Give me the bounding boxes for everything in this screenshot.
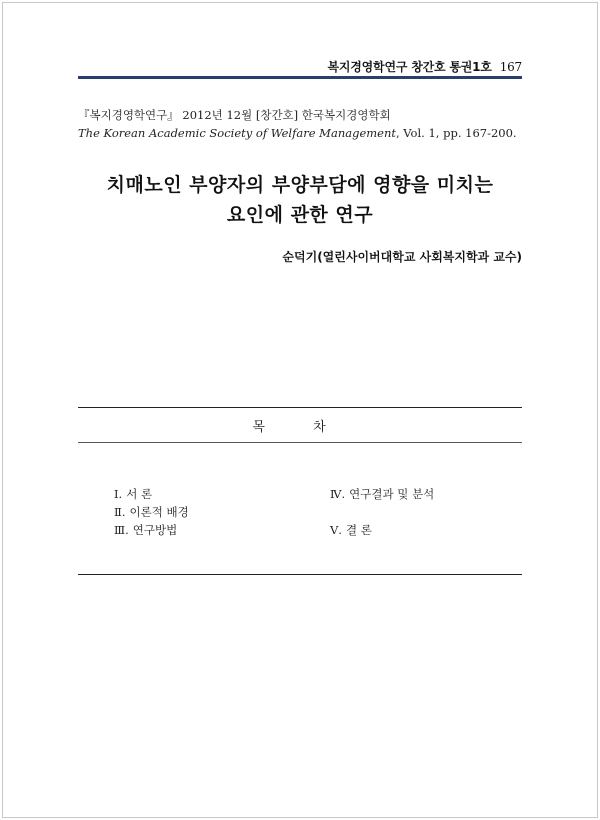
- toc-top-rule: [78, 407, 522, 408]
- toc-item-4: [330, 486, 434, 502]
- citation-korean: 『복지경영학연구』 2012년 12월 [창간호] 한국복지경영학회: [78, 108, 391, 122]
- toc-item-label: 연구결과 및 분석: [349, 487, 435, 501]
- journal-english-name: The Korean Academic Society of Welfare Management: [78, 126, 396, 140]
- toc-heading: 목 차: [252, 420, 348, 435]
- running-header: [78, 58, 522, 75]
- title-line-1: 치매노인 부양자의 부양부담에 영향을 미치는: [106, 174, 494, 196]
- toc-item-number: Ⅲ.: [114, 523, 129, 537]
- toc-item-label: 서 론: [126, 487, 153, 501]
- page-number: 167: [499, 60, 522, 74]
- toc-item-label: 결 론: [345, 523, 372, 537]
- toc-item-1: [114, 486, 152, 502]
- toc-bottom-rule: [78, 574, 522, 575]
- toc-heading-rule: [78, 442, 522, 443]
- toc-item-label: 이론적 배경: [129, 505, 189, 519]
- toc-item-number: Ⅴ.: [330, 523, 342, 537]
- volume-pages: , Vol. 1, pp. 167-200.: [396, 126, 517, 140]
- header-rule: [78, 76, 522, 79]
- citation-block: [78, 106, 530, 142]
- journal-issue: 복지경영학연구 창간호 통권1호: [327, 60, 492, 74]
- toc-item-number: Ⅱ.: [114, 505, 126, 519]
- citation-english: [78, 124, 530, 142]
- toc-item-number: Ⅰ.: [114, 487, 123, 501]
- toc-item-number: Ⅳ.: [330, 487, 346, 501]
- author-affiliation: 순덕기(열린사이버대학교 사회복지학과 교수): [282, 250, 522, 264]
- toc-item-5: [330, 522, 372, 538]
- toc-item-label: 연구방법: [132, 523, 178, 537]
- toc-item-3: [114, 522, 177, 538]
- title-line-2: 요인에 관한 연구: [226, 204, 374, 226]
- paper-title: [60, 170, 540, 230]
- toc-item-2: [114, 504, 189, 520]
